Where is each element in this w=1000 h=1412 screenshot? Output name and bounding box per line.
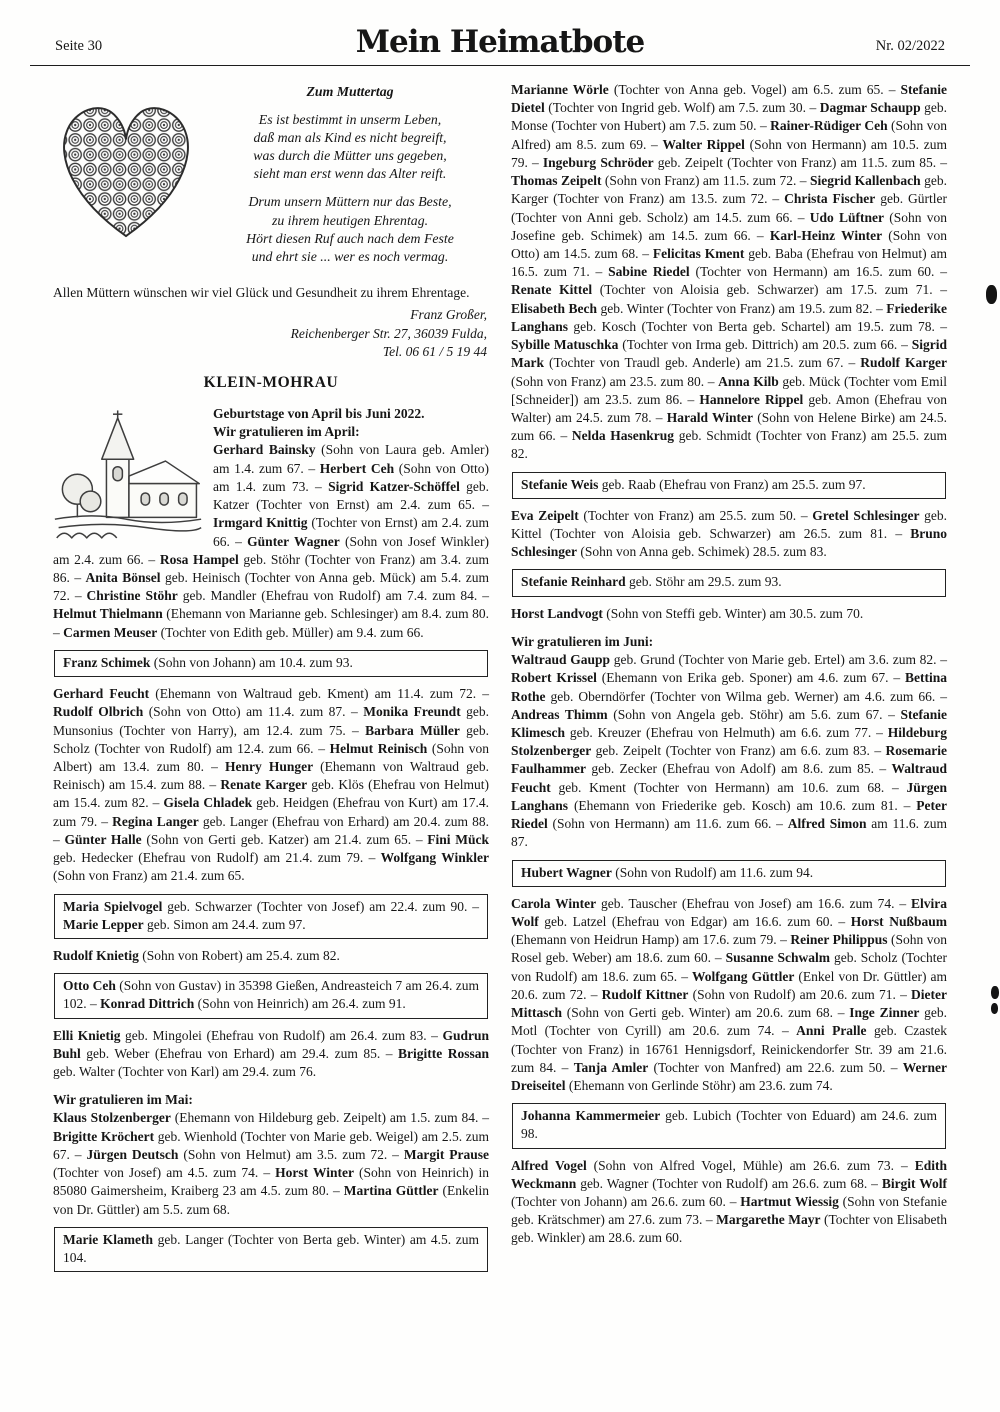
person-name: Margarethe Mayr <box>716 1212 821 1228</box>
highlight-box-kammermeier: Johanna Kammermeier geb. Lubich (Tochter von Eduard) am 24.6. zum 98. <box>512 1103 946 1148</box>
person-name: Birgit Wolf <box>881 1175 947 1191</box>
juni-paragraph-1: Waltraud Gaupp geb. Grund (Tochter von Marie geb. Ertel) am 3.6. zum 82. – Robert Krissel (Ehemann von Erika geb. Sponer) am 4.6. zum 67. – Bettina Rothe geb. Oberndörfer (Tochter von Wilma geb. Werner) am 4.6. zum 66. – Andreas Thimm (Sohn von Angela geb. Stöhr) am 5.6. zum 67. – Stefanie Klimesch geb. Kreuzer (Ehefrau von Helmuth) am 6.6. zum 77. – Hildeburg Stolzenberger geb. Zeipelt (Tochter von Franz) am 6.6. zum 83. – Rosemarie Faulhammer geb. Zecker (Ehefrau von Adolf) am 8.6. zum 85. – Waltraud Feucht geb. Kment (Tochter von Hermann) am 10.6. zum 68. – Jürgen Langhans (Ehemann von Friederike geb. Kosch) am 10.6. zum 81. – Peter Riedel (Sohn von Hermann) am 11.6. zum 66. – Alfred Simon am 11.6. zum 87. <box>511 652 948 850</box>
person-name: Anita Bönsel <box>85 570 161 586</box>
person-name: Maria Spielvogel <box>63 898 163 914</box>
poem-line: Drum unsern Müttern nur das Beste, <box>248 194 452 210</box>
person-name: Hannelore Rippel <box>699 391 804 407</box>
heading-juni: Wir gratulieren im Juni: <box>511 633 654 649</box>
person-name: Henry Hunger <box>224 758 314 774</box>
highlight-box-ceh-dittrich: Otto Ceh (Sohn von Gustav) in 35398 Gießen, Andreasteich 7 am 26.4. zum 102. – Konrad Dittrich (Sohn von Heinrich) am 26.4. zum 91. <box>54 973 488 1018</box>
highlight-box-reinhard: Stefanie Reinhard geb. Stöhr am 29.5. zum 93. <box>512 569 946 596</box>
person-name: Rosemarie Faulhammer <box>511 743 947 777</box>
person-name: Waltraud Feucht <box>511 761 947 795</box>
highlight-box-schimek: Franz Schimek (Sohn von Johann) am 10.4. zum 93. <box>54 650 488 677</box>
person-name: Edith Weckmann <box>511 1157 947 1191</box>
person-name: Helmut Reinisch <box>329 740 428 756</box>
person-name: Klaus Stolzenberger <box>53 1110 171 1126</box>
april-paragraph-2: Gerhard Feucht (Ehemann von Waltraud geb. Kment) am 11.4. zum 72. – Rudolf Olbrich (Sohn von Otto) am 11.4. zum 87. – Monika Freundt geb. Munsonius (Tochter von Harry), am 12.4. zum 75. – Barbara Müller geb. Scholz (Tochter von Rudolf) am 12.4. zum 66. – Helmut Reinisch (Sohn von Albert) am 13.4. zum 80. – Henry Hunger (Ehemann von Waltraud geb. Reinisch) am 15.4. zum 88. – Renate Karger geb. Klös (Ehefrau von Helmut) am 15.4. zum 82. – Gisela Chladek geb. Heidgen (Ehefrau von Kurt) am 17.4. zum 79. – Regina Langer geb. Langer (Ehefrau von Erhard) am 20.4. zum 88. – Günter Halle (Sohn von Gerti geb. Katzer) am 21.4. zum 65. – Fini Mück geb. Hedecker (Ehefrau von Rudolf) am 21.4. zum 79. – Wolfgang Winkler (Sohn von Franz) am 21.4. zum 65. <box>53 686 490 884</box>
person-name: Herbert Ceh <box>319 460 395 476</box>
person-name: Waltraud Gaupp <box>511 652 610 668</box>
muttertag-poem <box>211 81 489 276</box>
person-name: Anna Kilb <box>718 373 779 389</box>
person-name: Monika Freundt <box>363 704 461 720</box>
person-name: Renate Karger <box>220 777 308 793</box>
person-name: Gudrun Buhl <box>53 1027 489 1061</box>
person-name: Elli Knietig <box>53 1027 121 1043</box>
poem-line: was durch die Mütter uns gegeben, <box>253 148 447 164</box>
masthead-title: Mein Heimatbote <box>355 24 645 61</box>
person-name: Jürgen Langhans <box>511 779 947 813</box>
person-name: Rudolf Olbrich <box>53 704 144 720</box>
person-name: Christine Stöhr <box>86 588 178 604</box>
person-name: Helmut Thielmann <box>53 606 163 622</box>
poem-stanza-2 <box>211 193 489 266</box>
april-paragraph-3: Rudolf Knietig (Sohn von Robert) am 25.4. zum 82. <box>53 947 340 963</box>
person-name: Tanja Amler <box>573 1059 649 1075</box>
scan-artifact <box>986 285 997 304</box>
juni-paragraph-3: Alfred Vogel (Sohn von Alfred Vogel, Mühle) am 26.6. zum 73. – Edith Weckmann geb. Wagner (Tochter von Rudolf) am 26.6. zum 68. – Birgit Wolf (Tochter von Johann) am 26.6. zum 60. – Hartmut Wiessig (Sohn von Stefanie geb. Krätschmer) am 27.6. zum 73. – Margarethe Mayr (Tochter von Elisabeth geb. Winkler) am 28.6. zum 60. <box>511 1157 947 1246</box>
person-name: Stefanie Klimesch <box>511 706 947 740</box>
person-name: Gerhard Feucht <box>53 686 150 702</box>
person-name: Johanna Kammermeier <box>521 1108 661 1124</box>
person-name: Harald Winter <box>666 409 753 425</box>
person-name: Gretel Schlesinger <box>812 507 920 523</box>
person-name: Brigitte Rossan <box>397 1045 489 1061</box>
person-name: Horst Landvogt <box>511 605 603 621</box>
issue-number-label: Nr. 02/2022 <box>875 38 945 55</box>
juni-paragraph-2: Carola Winter geb. Tauscher (Ehefrau von Josef) am 16.6. zum 74. – Elvira Wolf geb. Latzel (Ehefrau von Edgar) am 16.6. zum 60. – Horst Nußbaum (Ehemann von Heidrun Hamp) am 17.6. zum 79. – Reiner Philippus (Sohn von Rosel geb. Weber) am 18.6. zum 60. – Susanne Schwalm geb. Scholz (Tochter von Rudolf) am 18.6. zum 65. – Wolfgang Güttler (Enkel von Dr. Güttler) am 20.6. zum 72. – Rudolf Kittner (Sohn von Rudolf) am 20.6. zum 71. – Dieter Mittasch (Sohn von Gerti geb. Winter) am 20.6. zum 68. – Inge Zinner geb. Motl (Tochter von Cyrill) am 20.6. zum 74. – Anni Pralle geb. Czastek (Tochter von Franz) in 16761 Hennigsdorf, Reinickendorfer Str. 39 am 21.6. zum 84. – Tanja Amler (Tochter von Manfred) am 22.6. zum 50. – Werner Dreiseitel (Ehemann von Gerlinde Stöhr) am 23.6. zum 74. <box>511 895 948 1093</box>
person-name: Werner Dreiseitel <box>511 1059 947 1093</box>
person-name: Irmgard Knittig <box>213 515 308 531</box>
person-name: Sigrid Mark <box>511 337 947 371</box>
person-name: Barbara Müller <box>365 722 460 738</box>
person-name: Thomas Zeipelt <box>511 173 602 189</box>
person-name: Alfred Vogel <box>511 1157 587 1173</box>
person-name: Eva Zeipelt <box>511 507 579 523</box>
signature-phone: Tel. 06 61 / 5 19 44 <box>382 343 487 359</box>
scan-artifact <box>991 986 999 999</box>
person-name: Jürgen Deutsch <box>86 1146 179 1162</box>
right-column <box>511 81 947 1280</box>
section-title: KLEIN-MOHRAU <box>203 374 339 392</box>
page-header <box>30 0 970 66</box>
person-name: Robert Krissel <box>511 670 597 686</box>
person-name: Elvira Wolf <box>511 895 947 929</box>
person-name: Carmen Meuser <box>63 624 158 640</box>
church-illustration <box>53 408 203 546</box>
person-name: Marianne Wörle <box>511 82 609 97</box>
person-name: Martina Güttler <box>343 1183 439 1199</box>
person-name: Franz Schimek <box>63 654 151 670</box>
person-name: Nelda Hasenkrug <box>571 428 675 444</box>
intro-line-april: Wir gratulieren im April: <box>213 424 360 440</box>
person-name: Günter Wagner <box>247 533 340 549</box>
person-name: Inge Zinner <box>849 1005 920 1021</box>
person-name: Rudolf Kittner <box>601 986 689 1002</box>
person-name: Hubert Wagner <box>521 864 612 880</box>
highlight-box-weis: Stefanie Weis geb. Raab (Ehefrau von Franz) am 25.5. zum 97. <box>512 472 946 499</box>
mai-paragraph-4: Horst Landvogt (Sohn von Steffi geb. Winter) am 30.5. zum 70. <box>511 605 864 621</box>
scan-artifact <box>991 1003 998 1014</box>
april-paragraph-1 <box>53 405 489 642</box>
rose-heart-image <box>53 87 199 245</box>
signature-block <box>53 306 487 361</box>
person-name: Andreas Thimm <box>511 706 608 722</box>
person-name: Felicitas Kment <box>652 245 745 261</box>
person-name: Christa Fischer <box>784 191 876 207</box>
page-number-label: Seite 30 <box>55 38 103 55</box>
person-name: Carola Winter <box>511 895 597 911</box>
person-name: Susanne Schwalm <box>725 950 831 966</box>
poem-line: und ehrt sie ... wer es noch vermag. <box>251 249 449 265</box>
person-name: Rainer-Rüdiger Ceh <box>770 118 888 134</box>
person-name: Ingeburg Schröder <box>542 154 654 170</box>
signature-address: Reichenberger Str. 27, 36039 Fulda, <box>290 325 487 341</box>
poem-line: Hört diesen Ruf auch nach dem Feste <box>246 230 454 246</box>
person-name: Reiner Philippus <box>790 932 888 948</box>
highlight-box-wagner: Hubert Wagner (Sohn von Rudolf) am 11.6. zum 94. <box>512 860 946 887</box>
poem-line: sieht man erst wenn das Alter reift. <box>253 166 447 182</box>
mai-paragraph-1: Klaus Stolzenberger (Ehemann von Hildeburg geb. Zeipelt) am 1.5. zum 84. – Brigitte Kröchert geb. Wienhold (Tochter von Marie geb. Weigel) am 2.5. zum 67. – Jürgen Deutsch (Sohn von Helmut) am 3.5. zum 72. – Margit Prause (Tochter von Josef) am 4.5. zum 74. – Horst Winter (Sohn von Heinrich) in 85080 Gaimersheim, Kraiberg 23 am 4.5. zum 80. – Martina Güttler (Enkelin von Dr. Güttler) am 5.5. zum 68. <box>53 1110 490 1217</box>
person-name: Karl-Heinz Winter <box>769 227 883 243</box>
person-name: Gisela Chladek <box>163 795 253 811</box>
person-name: Bettina Rothe <box>511 670 947 704</box>
person-name: Horst Winter <box>275 1165 354 1181</box>
article-columns <box>0 66 1000 1280</box>
person-name: Wolfgang Güttler <box>692 968 795 984</box>
person-name: Anni Pralle <box>796 1023 867 1039</box>
signature-name: Franz Großer, <box>410 307 487 323</box>
person-name: Stefanie Dietel <box>511 82 947 116</box>
muttertag-wish: Allen Müttern wünschen wir viel Glück und Gesundheit zu ihrem Ehrentage. <box>53 285 470 301</box>
person-name: Hildeburg Stolzenberger <box>511 725 947 759</box>
person-name: Rosa Hampel <box>159 551 239 567</box>
person-name: Siegrid Kallenbach <box>809 173 921 189</box>
highlight-box-klameth: Marie Klameth geb. Langer (Tochter von Berta geb. Winter) am 4.5. zum 104. <box>54 1227 488 1272</box>
muttertag-block <box>53 81 489 276</box>
person-name: Walter Rippel <box>662 136 745 152</box>
person-name: Stefanie Reinhard <box>521 574 626 590</box>
poem-line: daß man als Kind es nicht begreift, <box>253 129 447 145</box>
person-name: Sybille Matuschka <box>511 337 619 353</box>
person-name: Dagmar Schaupp <box>819 100 921 116</box>
poem-line: zu ihrem heutigen Ehrentag. <box>271 212 429 228</box>
person-name: Günter Halle <box>64 831 142 847</box>
person-name: Renate Kittel <box>511 282 593 298</box>
person-name: Wolfgang Winkler <box>380 850 490 866</box>
heading-mai: Wir gratulieren im Mai: <box>53 1092 193 1108</box>
person-name: Regina Langer <box>112 813 199 829</box>
person-name: Fini Mück <box>427 831 490 847</box>
person-name: Peter Riedel <box>511 797 947 832</box>
person-name: Rudolf Karger <box>860 355 947 371</box>
april-paragraph-4: Elli Knietig geb. Mingolei (Ehefrau von Rudolf) am 26.4. zum 83. – Gudrun Buhl geb. Weber (Ehefrau von Erhard) am 29.4. zum 85. – Brigitte Rossan geb. Walter (Tochter von Karl) am 29.4. zum 76. <box>53 1027 489 1080</box>
person-name: Bruno Schlesinger <box>511 526 947 560</box>
poem-title: Zum Muttertag <box>306 84 394 99</box>
person-name: Elisabeth Bech <box>511 300 597 316</box>
person-name: Sabine Riedel <box>608 264 690 280</box>
person-name: Stefanie Weis <box>521 476 599 492</box>
person-name: Sigrid Katzer-Schöffel <box>328 478 460 494</box>
person-name: Otto Ceh <box>63 978 116 994</box>
person-name: Brigitte Kröchert <box>53 1128 155 1144</box>
person-name: Marie Klameth <box>63 1231 154 1247</box>
april-entries-1: Gerhard Bainsky (Sohn von Laura geb. Amler) am 1.4. zum 67. – Herbert Ceh (Sohn von Otto) am 1.4. zum 73. – Sigrid Katzer-Schöffel geb. Katzer (Tochter von Ernst) am 2.4. zum 65. – Irmgard Knittig (Tochter von Ernst) am 2.4. zum 66. – Günter Wagner (Sohn von Josef Winkler) am 2.4. zum 66. – Rosa Hampel geb. Stöhr (Tochter von Franz) am 3.4. zum 86. – Anita Bönsel geb. Heinisch (Tochter von Anna geb. Mück) am 5.4. zum 72. – Christine Stöhr geb. Mandler (Ehefrau von Rudolf) am 7.4. zum 84. – Helmut Thielmann (Ehemann von Marianne geb. Schlesinger) am 8.4. zum 80. – Carmen Meuser (Tochter von Edith geb. Müller) am 9.4. zum 66. <box>53 442 489 640</box>
person-name: Alfred Simon <box>787 816 867 832</box>
mai-paragraph-2: Marianne Wörle (Tochter von Anna geb. Vogel) am 6.5. zum 65. – Stefanie Dietel (Tochter von Ingrid geb. Wolf) am 7.5. zum 30. – Dagmar Schaupp geb. Monse (Tochter von Hubert) am 7.5. zum 50. – Rainer-Rüdiger Ceh (Sohn von Alfred) am 8.5. zum 69. – Walter Rippel (Sohn von Hermann) am 10.5. zum 79. – Ingeburg Schröder geb. Zeipelt (Tochter von Franz) am 11.5. zum 85. – Thomas Zeipelt (Sohn von Franz) am 11.5. zum 72. – Siegrid Kallenbach geb. Karger (Tochter von Franz) am 13.5. zum 72. – Christa Fischer geb. Gürtler (Tochter von Anni geb. Scholz) am 14.5. zum 66. – Udo Lüftner (Sohn von Josefine geb. Schimek) am 14.5. zum 66. – Karl-Heinz Winter (Sohn von Otto) am 14.5. zum 68. – Felicitas Kment geb. Baba (Ehefrau von Helmut) am 16.5. zum 71. – Sabine Riedel (Tochter von Hermann) am 16.5. zum 60. – Renate Kittel (Tochter von Aloisia geb. Schwarzer) am 17.5. zum 71. – Elisabeth Bech geb. Winter (Tochter von Franz) am 19.5. zum 82. – Friederike Langhans geb. Kosch (Tochter von Berta geb. Schartel) am 19.5. zum 78. – Sybille Matuschka (Tochter von Irma geb. Dittrich) am 20.5. zum 66. – Sigrid Mark (Tochter von Traudl geb. Anderle) am 21.5. zum 67. – Rudolf Karger (Sohn von Franz) am 23.5. zum 80. – Anna Kilb geb. Mück (Tochter vom Emil [Schneider]) am 23.5. zum 86. – Hannelore Rippel geb. Amon (Ehefrau von Walter) am 24.5. zum 78. – Harald Winter (Sohn von Helene Birke) am 24.5. zum 66. – Nelda Hasenkrug geb. Schmidt (Tochter von Franz) am 25.5. zum 82. <box>511 82 948 462</box>
person-name: Gerhard Bainsky <box>213 442 316 458</box>
person-name: Udo Lüftner <box>809 209 885 225</box>
intro-line-birthdays: Geburtstage von April bis Juni 2022. <box>213 406 425 422</box>
person-name: Dieter Mittasch <box>511 986 947 1021</box>
person-name: Margit Prause <box>403 1146 490 1162</box>
person-name: Hartmut Wiessig <box>740 1194 839 1210</box>
person-name: Rudolf Knietig <box>53 947 139 963</box>
left-column <box>53 81 489 1280</box>
poem-line: Es ist bestimmt in unserm Leben, <box>258 111 442 127</box>
person-name: Konrad Dittrich <box>100 996 195 1012</box>
person-name: Marie Lepper <box>63 916 144 932</box>
person-name: Friederike Langhans <box>511 300 947 334</box>
person-name: Horst Nußbaum <box>850 913 947 929</box>
mai-paragraph-3: Eva Zeipelt (Tochter von Franz) am 25.5. zum 50. – Gretel Schlesinger geb. Kittel (Tochter von Aloisia geb. Schwarzer) am 26.5. zum 81. – Bruno Schlesinger (Sohn von Anna geb. Schimek) 28.5. zum 83. <box>511 507 947 560</box>
highlight-box-spielvogel-lepper: Maria Spielvogel geb. Schwarzer (Tochter von Josef) am 22.4. zum 90. – Marie Lepper geb. Simon am 24.4. zum 97. <box>54 894 488 939</box>
poem-stanza-1 <box>211 111 489 184</box>
